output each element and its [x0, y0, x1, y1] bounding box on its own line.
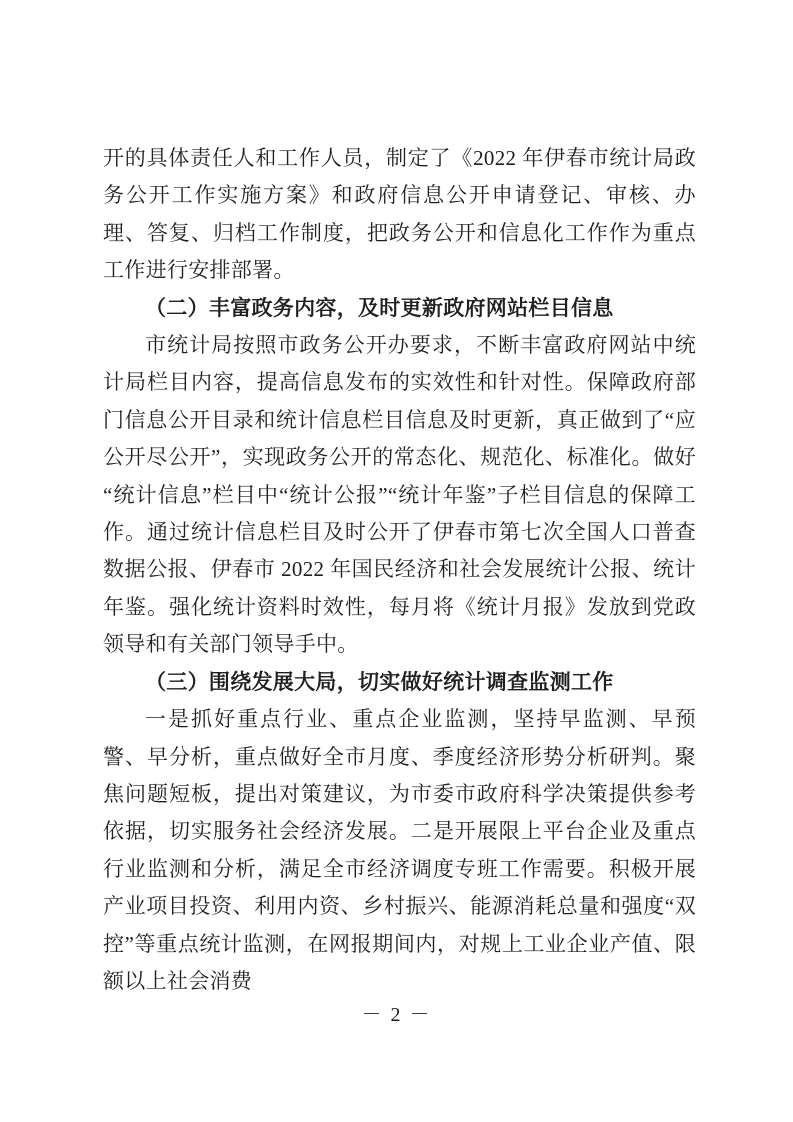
- paragraph-continuation: 开的具体责任人和工作人员，制定了《2022 年伊春市统计局政务公开工作实施方案》和政府信息公开申请登记、审核、办理、答复、归档工作制度，把政务公开和信息化工作作为重点工作进行安排部署。: [103, 146, 696, 283]
- section-heading-3: （三）围绕发展大局，切实做好统计调查监测工作: [145, 669, 614, 694]
- document-body: [103, 140, 696, 1000]
- paragraph-section-3: 一是抓好重点行业、重点企业监测，坚持早监测、早预警、早分析，重点做好全市月度、季度经济形势分析研判。聚焦问题短板，提出对策建议，为市委市政府科学决策提供参考依据，切实服务社会经济发展。二是开展限上平台企业及重点行业监测和分析，满足全市经济调度专班工作需要。积极开展产业项目投资、利用内资、乡村振兴、能源消耗总量和强度“双控”等重点统计监测，在网报期间内，对规上工业企业产值、限额以上社会消费: [103, 707, 696, 993]
- page-number: － 2 －: [361, 1004, 432, 1026]
- paragraph-section-2: 市统计局按照市政务公开办要求，不断丰富政府网站中统计局栏目内容，提高信息发布的实效性和针对性。保障政府部门信息公开目录和统计信息栏目信息及时更新，真正做到了“应公开尽公开”，实现政务公开的常态化、规范化、标准化。做好“统计信息”栏目中“统计公报”“统计年鉴”子栏目信息的保障工作。通过统计信息栏目及时公开了伊春市第七次全国人口普查数据公报、伊春市 2022 年国民经济和社会发展统计公报、统计年鉴。强化统计资料时效性，每月将《统计月报》发放到党政领导和有关部门领导手中。: [103, 333, 696, 657]
- section-heading-2: （二）丰富政务内容，及时更新政府网站栏目信息: [145, 295, 614, 320]
